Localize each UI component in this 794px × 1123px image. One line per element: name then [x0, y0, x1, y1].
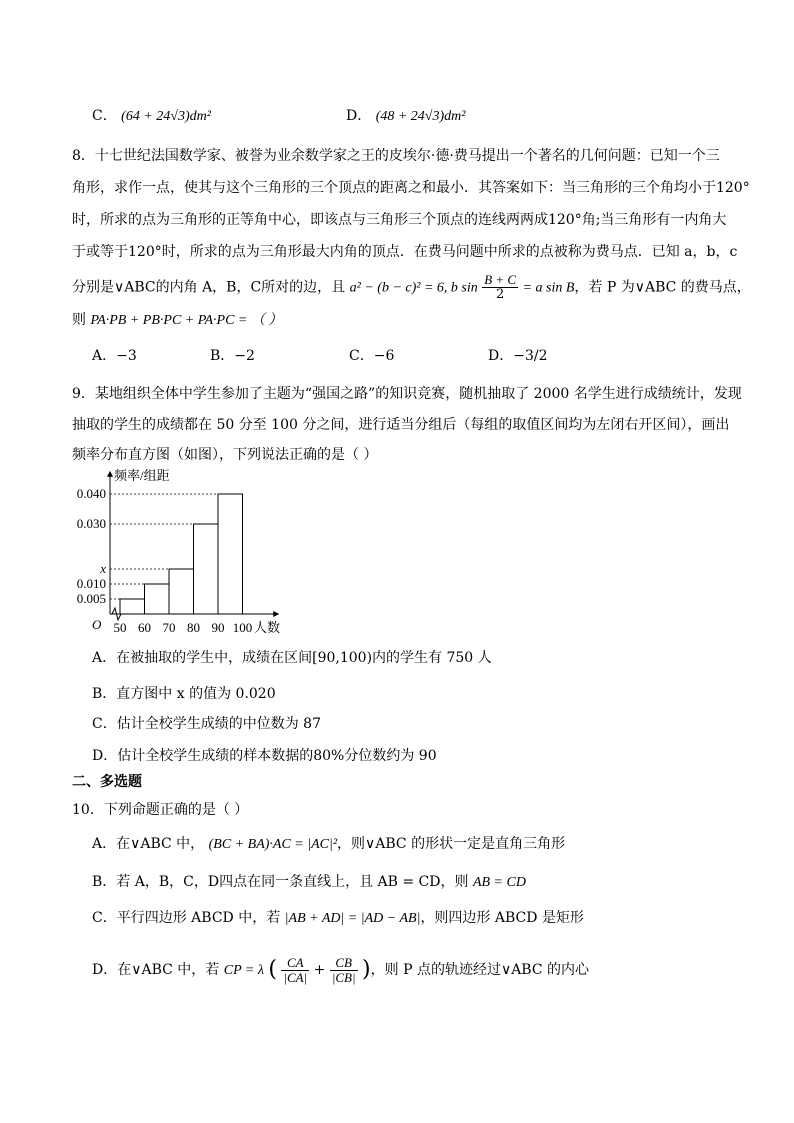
histogram-bar	[218, 494, 243, 614]
vector-expression: PA·PB + PB·PC + PA·PC = （ ）	[90, 313, 283, 328]
option-value: −6	[373, 348, 395, 364]
fraction-numerator: CB	[330, 956, 358, 971]
x-tick-label: 100	[232, 620, 253, 635]
y-tick-label: x	[100, 561, 106, 576]
q9-line-2: 抽取的学生的成绩都在 50 分至 100 分之间，进行适当分组后（每组的取值区间均为左闭右开区间），画出	[72, 417, 730, 433]
q10-option-c	[92, 908, 584, 929]
q9-line-3: 频率分布直方图（如图），下列说法正确的是（ ）	[72, 447, 378, 463]
x-tick-label: 70	[162, 620, 176, 635]
q9-line-1: 9．某地组织全体中学生参加了主题为“强国之路”的知识竞赛，随机抽取了 2000 名学生进行成绩统计，发现	[72, 386, 742, 402]
x-tick-label: 80	[187, 620, 200, 635]
y-tick-label: 0.010	[76, 576, 106, 591]
option-label: B．若 A，B，C，D四点在同一条直线上，且 AB = CD，则	[92, 874, 469, 890]
vector-expression: AB = CD	[472, 875, 526, 890]
option-label: D．	[346, 108, 372, 124]
histogram-bar	[169, 569, 194, 614]
option-text: 估计全校学生成绩的样本数据的80%分位数约为 90	[117, 748, 437, 764]
option-label: C．	[92, 716, 117, 732]
y-tick-label: 0.040	[76, 486, 106, 501]
option-text: 估计全校学生成绩的中位数为 87	[116, 716, 321, 732]
option-text: ，则∨ABC 的形状一定是直角三角形	[337, 836, 566, 852]
plus-sign: +	[313, 962, 326, 978]
histogram-bar	[145, 584, 170, 614]
option-text: 直方图中 x 的值为 0.020	[116, 686, 276, 702]
option-label: D．	[488, 348, 514, 364]
fraction-denominator: 2	[496, 287, 505, 302]
x-tick-label: 90	[211, 620, 225, 635]
option-label: C．平行四边形 ABCD 中，若	[92, 910, 281, 926]
option-label: B．	[92, 686, 117, 702]
text-segment: ，若 P 为∨ABC 的费马点，	[574, 279, 751, 296]
option-value: −2	[234, 348, 255, 364]
histogram-bar	[194, 524, 219, 614]
q9-option-b	[92, 684, 276, 704]
fraction	[482, 273, 518, 302]
y-tick-label: 0.030	[76, 516, 106, 531]
q10-option-b	[92, 872, 526, 893]
option-text: 在被抽取的学生中，成绩在区间[90,100)内的学生有 750 人	[116, 650, 492, 666]
q8-option-b	[210, 346, 255, 366]
x-axis-label: 人数	[254, 620, 281, 635]
option-expression: (48 + 24√3)dm²	[375, 109, 466, 124]
q8-line-4: 于或等于120°时，所求的点为三角形最大内角的顶点．在费马问题中所求的点被称为费马点．已知 a，b，c	[72, 244, 738, 260]
q10-option-a	[92, 834, 565, 855]
vector-expression: |AB + AD| = |AD − AB|	[284, 911, 421, 926]
option-text: ，则四边形 ABCD 是矩形	[420, 910, 584, 926]
option-label: B．	[210, 348, 235, 364]
fraction-denominator: |CA|	[283, 969, 308, 985]
q8-option-a	[92, 346, 137, 366]
option-label: D．	[92, 748, 118, 764]
q7-option-d	[346, 106, 465, 127]
fraction-ca	[281, 956, 309, 985]
x-tick-label: 50	[113, 620, 127, 635]
histogram-bar	[120, 599, 145, 614]
q8-line-2: 角形，求作一点，使其与这个三角形的三个顶点的距离之和最小．其答案如下：当三角形的三个角均小于120°	[72, 180, 750, 196]
right-paren: )	[362, 957, 371, 982]
section-title: 二、多选题	[72, 774, 142, 790]
q7-option-c	[92, 106, 211, 127]
origin-label: O	[92, 617, 102, 632]
left-paren: (	[268, 957, 277, 982]
fraction-numerator: B + C	[484, 272, 517, 287]
q9-option-c	[92, 714, 321, 734]
text-segment: 则	[72, 312, 86, 328]
q8-line-3: 时，所求的点为三角形的正等角中心，即该点与三角形三个顶点的连线两两成120°角;当三角形有一内角大	[72, 212, 727, 228]
vector-expression: (BC + BA)·AC = |AC|²	[208, 837, 338, 852]
fraction-numerator: CA	[281, 956, 309, 971]
option-label: C．	[92, 108, 117, 124]
option-value: −3/2	[513, 348, 548, 364]
y-axis-label: 频率/组距	[114, 468, 170, 483]
q10-option-d	[92, 954, 589, 987]
q8-line-5	[72, 273, 751, 303]
option-label: A．	[92, 650, 117, 666]
x-tick-label: 60	[138, 620, 151, 635]
q8-option-c	[349, 346, 394, 366]
frequency-histogram	[66, 466, 296, 642]
y-tick-label: 0.005	[76, 591, 106, 606]
option-label: D．在∨ABC 中，若	[92, 962, 220, 978]
q9-option-a	[92, 648, 492, 668]
vector-expression: CP = λ	[223, 963, 264, 978]
q9-option-d	[92, 746, 437, 766]
text-segment: 分别是∨ABC的内角 A，B，C所对的边，且	[72, 279, 346, 296]
q8-line-6	[72, 310, 282, 331]
fraction-denominator: |CB|	[331, 969, 356, 985]
option-expression: (64 + 24√3)dm²	[121, 109, 211, 124]
q10-stem: 10．下列命题正确的是（ ）	[72, 802, 249, 818]
equation-rhs: = a sin B	[522, 280, 575, 296]
option-text: ，则 P 点的轨迹经过∨ABC 的内心	[370, 962, 590, 978]
equation: a² − (b − c)² = 6, b sin	[349, 280, 478, 296]
option-label: A．	[92, 348, 117, 364]
option-label: C．	[349, 348, 374, 364]
fraction-cb	[330, 956, 358, 985]
q8-line-1: 8．十七世纪法国数学家、被誉为业余数学家之王的皮埃尔·德·费马提出一个著名的几何问题：已知一个三	[72, 148, 720, 164]
q8-option-d	[488, 346, 548, 366]
option-value: −3	[116, 348, 137, 364]
option-label: A．在∨ABC 中，	[92, 836, 205, 852]
